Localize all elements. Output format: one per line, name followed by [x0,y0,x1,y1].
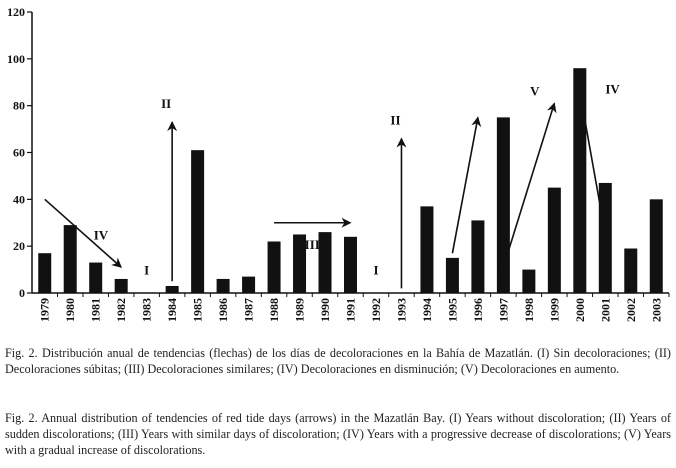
x-tick-label-2001: 2001 [598,298,613,322]
x-tick-label-1991: 1991 [343,298,358,322]
x-tick-label-1983: 1983 [139,298,154,322]
trend-label: IV [605,81,620,97]
bar-1987 [242,277,255,293]
y-tick-label: 40 [13,192,25,207]
x-axis-ticks [38,293,669,322]
x-tick-label-1993: 1993 [394,298,409,322]
bar-1982 [115,279,128,293]
x-tick-label-1988: 1988 [267,298,282,322]
trend-label: IV [93,227,109,243]
bar-2001 [599,183,612,293]
bar-1995 [446,258,459,293]
x-tick-label-1986: 1986 [216,298,231,322]
bar-1996 [471,220,484,293]
trend-label: II [390,112,401,128]
x-tick-label-1984: 1984 [165,298,180,322]
trend-label: I [144,262,150,278]
x-tick-label-1985: 1985 [190,298,205,322]
bar-1981 [89,263,102,293]
x-tick-label-1979: 1979 [37,298,52,322]
y-tick-label: 100 [7,51,25,66]
trend-label: I [373,262,379,278]
x-tick-label-1999: 1999 [547,298,562,322]
x-tick-label-1989: 1989 [292,298,307,322]
y-axis-ticks [7,5,32,300]
bar-1984 [166,286,179,293]
bar-1980 [64,225,77,293]
x-tick-label-2000: 2000 [572,298,587,322]
x-tick-label-2002: 2002 [623,298,638,322]
bar-1999 [548,188,561,293]
bar-1990 [319,232,332,293]
y-tick-label: 0 [19,286,25,300]
bar-2002 [624,249,637,293]
bar-1994 [420,206,433,293]
x-tick-label-1997: 1997 [496,298,511,322]
bar-2000 [573,68,586,293]
y-tick-label: 20 [13,239,25,254]
bar-1985 [191,150,204,293]
y-tick-label: 120 [7,5,25,19]
caption-english: Fig. 2. Annual distribution of tendencies of red tide days (arrows) in the Mazatlán Bay. (I) Years without discoloration; (II) Years of sudden discolorations; (III) Years with similar days of discoloration; (IV) Years with a progressive decrease of discolorations; (V) Years with a gradual increase of discolorations. [5,411,671,457]
trend-label: V [530,83,540,99]
bar-1991 [344,237,357,293]
trend-arrows [45,82,621,289]
bar-1988 [268,241,281,293]
x-tick-label-1982: 1982 [114,298,129,322]
x-tick-label-1987: 1987 [241,298,256,322]
trend-label: II [161,96,172,112]
trend-arrow [503,103,554,267]
trend-arrow [45,199,121,267]
caption-spanish: Fig. 2. Distribución anual de tendencias (flechas) de los días de decoloraciones en la Bahía de Mazatlán. (I) Sin decoloraciones; (II) Decoloraciones súbitas; (III) Decoloraciones similares; (IV) Decoloraciones en disminución; (V) Decoloraciones en aumento. [5,346,671,376]
x-tick-label-1981: 1981 [88,298,103,322]
y-tick-label: 80 [13,98,25,113]
x-tick-label-1994: 1994 [419,298,434,322]
x-tick-label-1990: 1990 [318,298,333,322]
bar-1979 [38,253,51,293]
x-tick-label-1995: 1995 [445,298,460,322]
bar-1998 [522,270,535,293]
bar-2003 [650,199,663,293]
x-tick-label-2003: 2003 [649,298,664,322]
x-tick-label-1996: 1996 [470,298,485,322]
x-tick-label-1992: 1992 [368,298,383,322]
x-tick-label-1998: 1998 [521,298,536,322]
bar-1986 [217,279,230,293]
x-tick-label-1980: 1980 [63,298,78,322]
y-tick-label: 60 [13,145,25,160]
trend-label: III [304,236,320,252]
bars [38,68,663,293]
